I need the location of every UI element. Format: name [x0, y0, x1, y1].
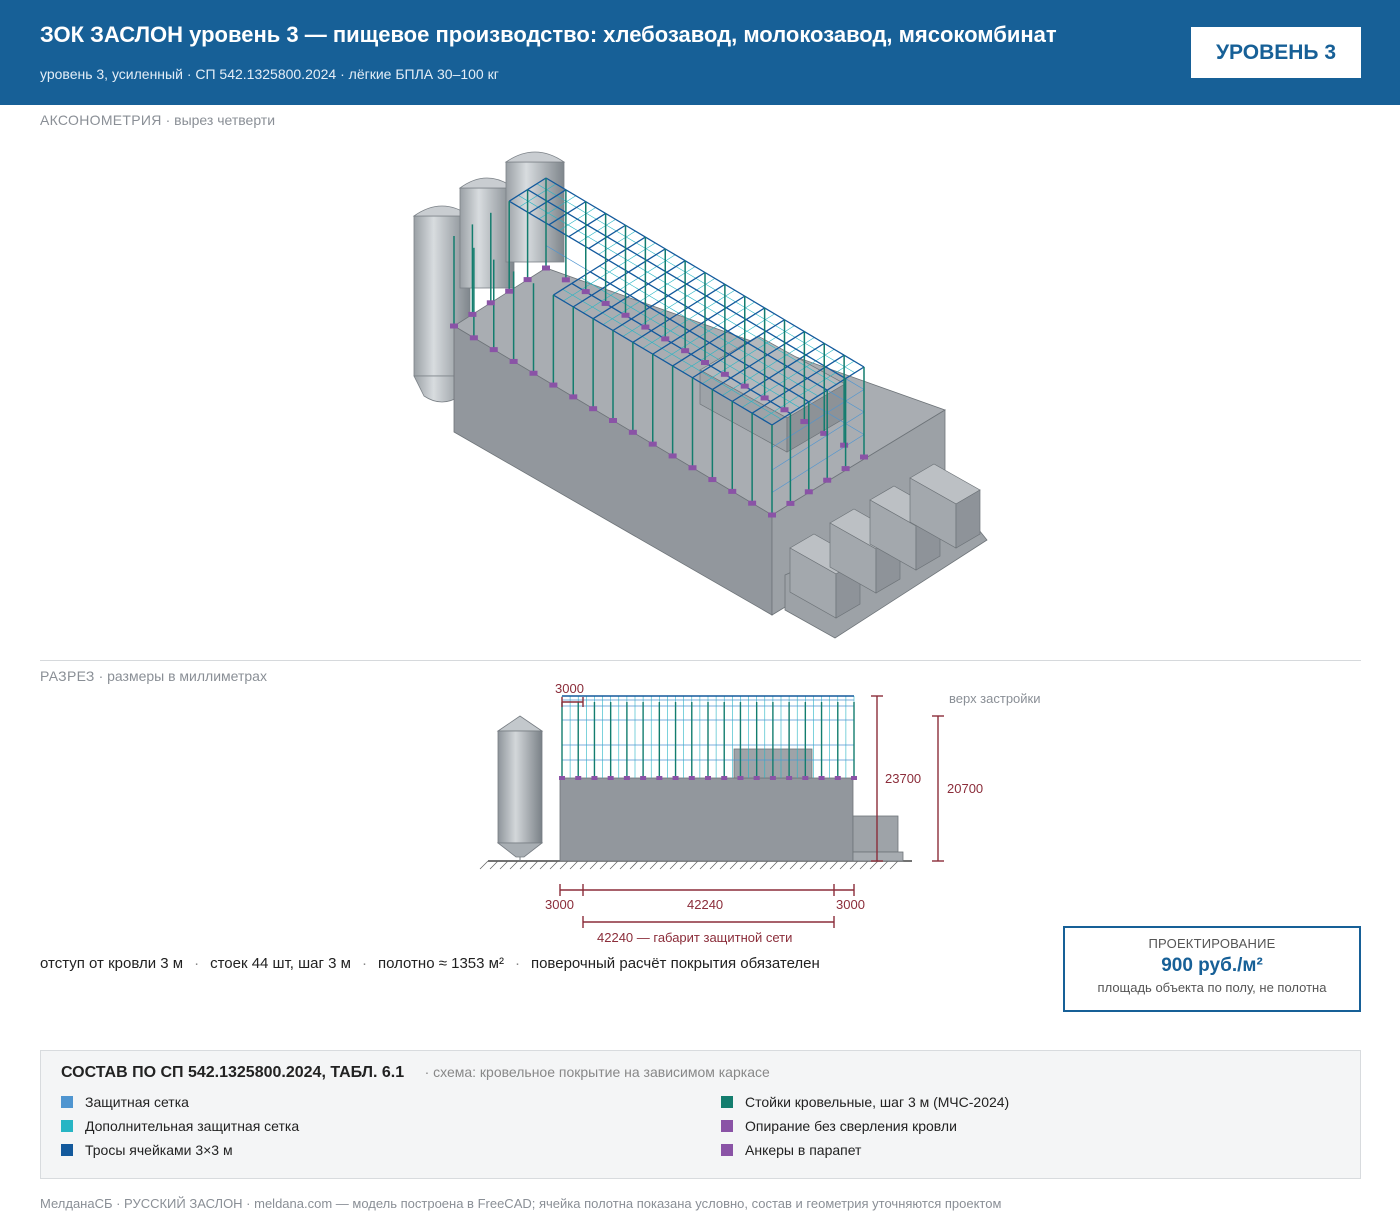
dim-height-building: 20700	[947, 781, 984, 796]
price-note: площадь объекта по полу, не полотна	[1097, 980, 1327, 995]
hatch-line	[820, 861, 828, 869]
hatch-line	[480, 861, 488, 869]
post-base-plate	[705, 776, 711, 780]
hatch-line	[750, 861, 758, 869]
post-base-plate	[575, 776, 581, 780]
dim-net-span: 42240 — габарит защитной сети	[597, 930, 793, 945]
hatch-line	[720, 861, 728, 869]
hatch-line	[600, 861, 608, 869]
legend-swatch	[721, 1120, 733, 1132]
fact-posts: стоек 44 шт, шаг 3 м	[210, 955, 351, 972]
hatch-line	[640, 861, 648, 869]
dim-offset-top: 3000	[555, 681, 584, 696]
hatch-line	[570, 861, 578, 869]
hatch-line	[860, 861, 868, 869]
hatch-line	[890, 861, 898, 869]
page-subtitle: уровень 3, усиленный · СП 542.1325800.2024 · лёгкие БПЛА 30–100 кг	[40, 66, 499, 82]
hatch-line	[590, 861, 598, 869]
dim-offset-left: 3000	[545, 897, 574, 912]
legend-item-label: Защитная сетка	[85, 1094, 189, 1110]
hatch-line	[840, 861, 848, 869]
post-base-plate	[624, 776, 630, 780]
hatch-line	[620, 861, 628, 869]
post-base-plate	[656, 776, 662, 780]
plinth-section	[853, 852, 903, 861]
legend-item-label: Тросы ячейками 3×3 м	[85, 1142, 233, 1158]
post-base-plate	[819, 776, 825, 780]
hatch-line	[850, 861, 858, 869]
legend-header	[61, 1064, 770, 1082]
post-base-plate	[640, 776, 646, 780]
section-title: РАЗРЕЗ	[40, 668, 95, 684]
hatch-line	[880, 861, 888, 869]
ground-hatch	[480, 861, 898, 869]
hatch-line	[540, 861, 548, 869]
dim-offset-right: 3000	[836, 897, 865, 912]
legend-item-label: Дополнительная защитная сетка	[85, 1118, 300, 1134]
legend-swatch	[61, 1144, 73, 1156]
post-base-plate	[851, 776, 857, 780]
fact-separator: ·	[361, 955, 367, 972]
legend-item-label: Стойки кровельные, шаг 3 м (МЧС-2024)	[745, 1094, 1010, 1110]
facts-line	[40, 955, 820, 972]
hatch-line	[740, 861, 748, 869]
post-base-plate	[786, 776, 792, 780]
legend-title: СОСТАВ ПО СП 542.1325800.2024, ТАБЛ. 6.1	[61, 1064, 405, 1081]
level-badge: УРОВЕНЬ 3	[1191, 27, 1361, 78]
hatch-line	[830, 861, 838, 869]
post-base-plate	[802, 776, 808, 780]
hatch-line	[490, 861, 498, 869]
building-section	[560, 778, 853, 861]
axonometry-subtitle: · вырез четверти	[165, 112, 276, 128]
post-base-plate	[591, 776, 597, 780]
post-base-plate	[770, 776, 776, 780]
hatch-line	[660, 861, 668, 869]
hatch-line	[800, 861, 808, 869]
price-value: 900 руб./м²	[1161, 955, 1263, 976]
hatch-line	[500, 861, 508, 869]
legend-item	[721, 1118, 957, 1134]
post-base-plate	[721, 776, 727, 780]
fact-check-calc: поверочный расчёт покрытия обязателен	[530, 955, 820, 972]
fact-roof-offset: отступ от кровли 3 м	[40, 955, 184, 972]
hatch-line	[510, 861, 518, 869]
hatch-line	[730, 861, 738, 869]
footer-note: МелданаСБ · РУССКИЙ ЗАСЛОН · meldana.com — модель построена в FreeCAD; ячейка полотна показана условно, состав и геометрия уточняются проектом	[40, 1196, 1002, 1211]
legend-item	[721, 1142, 861, 1158]
hatch-line	[690, 861, 698, 869]
page-title: ЗОК ЗАСЛОН уровень 3 — пищевое производство: хлебозавод, молокозавод, мясокомбинат	[40, 22, 1057, 47]
legend-item	[721, 1094, 1009, 1110]
dim-length: 42240	[687, 897, 724, 912]
hatch-line	[580, 861, 588, 869]
post-base-plate	[737, 776, 743, 780]
hatch-line	[700, 861, 708, 869]
post-base-plate	[559, 776, 565, 780]
hatch-line	[810, 861, 818, 869]
section-subtitle: · размеры в миллиметрах	[98, 668, 267, 684]
hatch-line	[560, 861, 568, 869]
silo-section	[498, 716, 542, 861]
fact-net-area: полотно ≈ 1353 м²	[377, 955, 504, 972]
legend-item-label: Анкеры в парапет	[745, 1142, 862, 1158]
hatch-line	[520, 861, 528, 869]
legend-swatch	[61, 1096, 73, 1108]
legend-item	[61, 1142, 233, 1158]
hatch-line	[530, 861, 538, 869]
legend-swatch	[721, 1144, 733, 1156]
post-base-plate	[608, 776, 614, 780]
post-base-plate	[754, 776, 760, 780]
price-label: ПРОЕКТИРОВАНИЕ	[1148, 936, 1276, 951]
hatch-line	[760, 861, 768, 869]
legend-panel	[40, 1050, 1361, 1179]
post-base-plate	[835, 776, 841, 780]
post-base-plate	[673, 776, 679, 780]
hatch-line	[870, 861, 878, 869]
legend-subtitle: · схема: кровельное покрытие на зависимом каркасе	[424, 1064, 770, 1080]
hatch-line	[770, 861, 778, 869]
hatch-line	[630, 861, 638, 869]
legend-item	[61, 1118, 299, 1134]
fact-separator: ·	[514, 955, 520, 972]
axonometry-title: АКСОНОМЕТРИЯ	[40, 112, 162, 128]
hatch-line	[610, 861, 618, 869]
rooftop-unit-section	[853, 816, 898, 852]
legend-item	[61, 1094, 189, 1110]
legend-swatch	[721, 1096, 733, 1108]
price-box	[1063, 926, 1361, 1012]
hatch-line	[680, 861, 688, 869]
hatch-line	[790, 861, 798, 869]
dim-height-total: 23700	[885, 771, 922, 786]
legend-swatch	[61, 1120, 73, 1132]
hatch-line	[550, 861, 558, 869]
post-base-plate	[689, 776, 695, 780]
hatch-line	[710, 861, 718, 869]
top-of-building-note: верх застройки	[949, 691, 1041, 706]
legend-item-label: Опирание без сверления кровли	[745, 1118, 957, 1134]
hatch-line	[650, 861, 658, 869]
fact-separator: ·	[194, 955, 200, 972]
hatch-line	[670, 861, 678, 869]
hatch-line	[780, 861, 788, 869]
